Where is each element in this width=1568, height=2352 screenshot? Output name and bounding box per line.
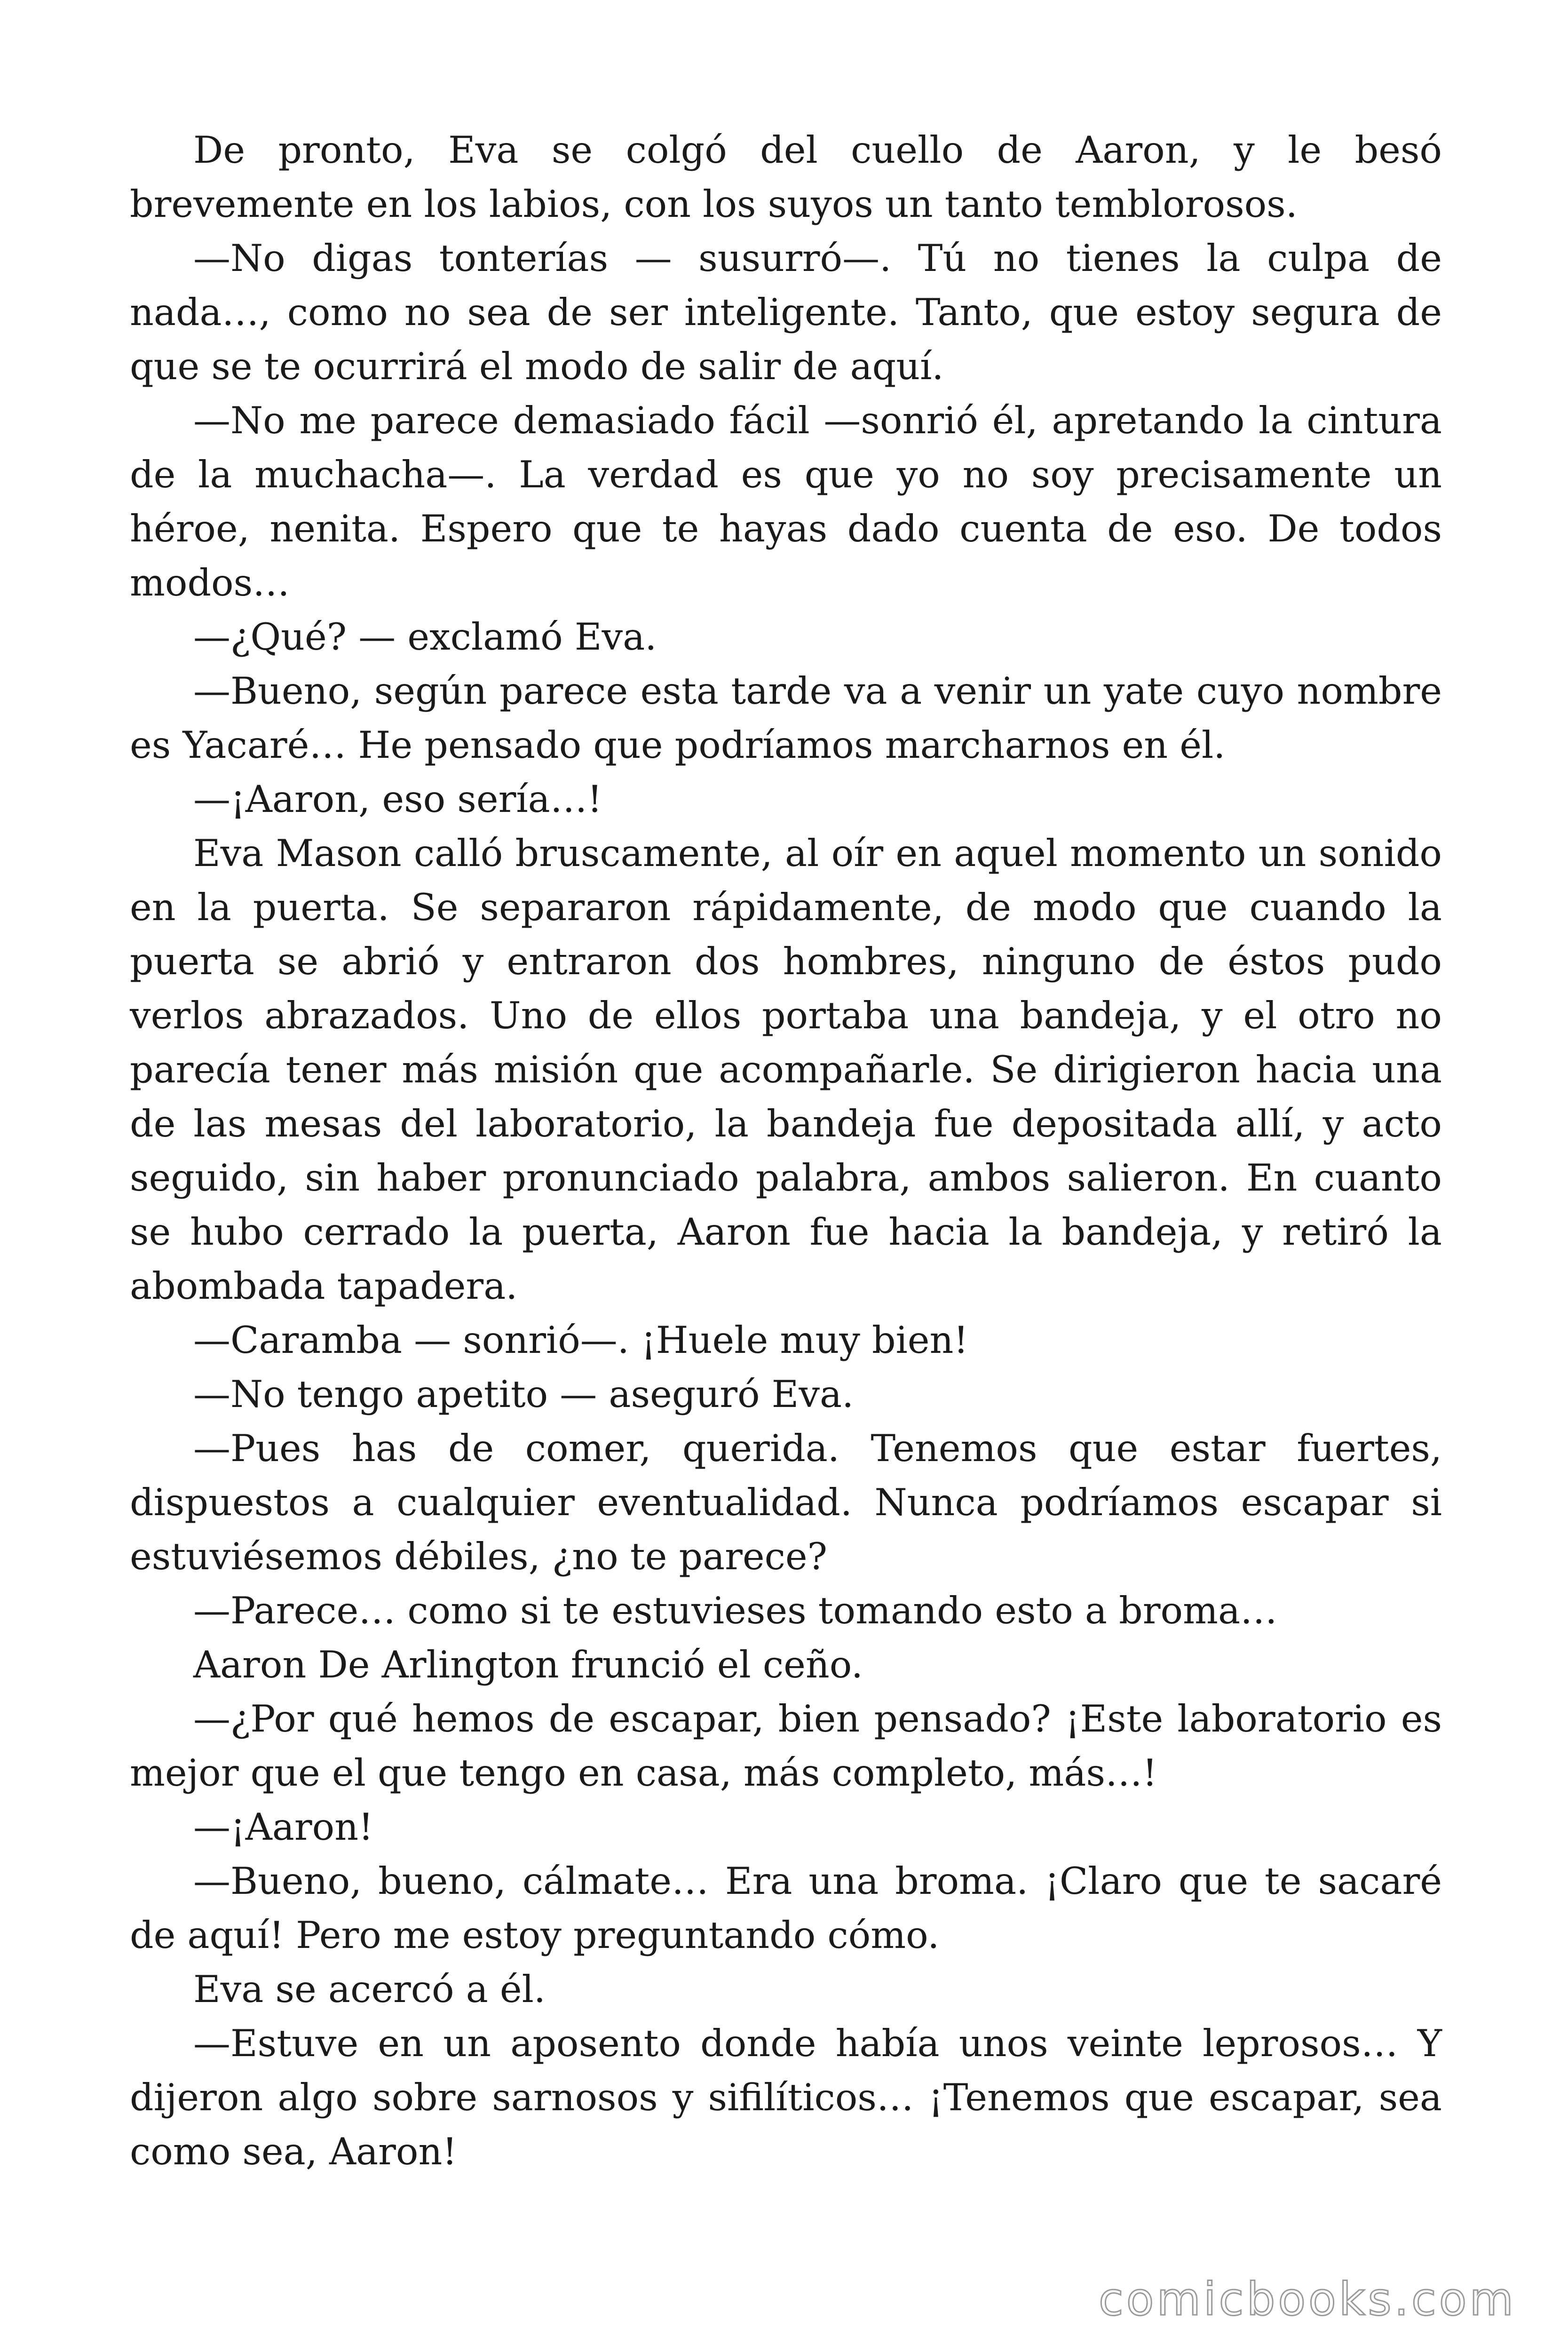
paragraph: —Bueno, según parece esta tarde va a venir un yate cuyo nombre es Yacaré… He pensado que podríamos marcharnos en él. xyxy=(130,669,1442,767)
page-body xyxy=(130,123,1442,2179)
paragraph: —No me parece demasiado fácil —sonrió él, apretando la cintura de la muchacha—. La verdad es que yo no soy precisamente un héroe, nenita. Espero que te hayas dado cuenta de eso. De todos modos… xyxy=(130,399,1442,604)
paragraph: —¿Qué? — exclamó Eva. xyxy=(193,615,657,659)
paragraph: —Parece… como si te estuvieses tomando esto a broma… xyxy=(193,1589,1278,1632)
paragraph: —¿Por qué hemos de escapar, bien pensado? ¡Este laboratorio es mejor que el que tengo en casa, más completo, más…! xyxy=(130,1697,1442,1795)
paragraph: Eva se acercó a él. xyxy=(193,1968,546,2011)
paragraph: Aaron De Arlington frunció el ceño. xyxy=(193,1643,863,1686)
paragraph: —No digas tonterías — susurró—. Tú no tienes la culpa de nada…, como no sea de ser inteligente. Tanto, que estoy segura de que se te ocurrirá el modo de salir de aquí. xyxy=(130,237,1442,388)
paragraph: —Bueno, bueno, cálmate… Era una broma. ¡Claro que te sacaré de aquí! Pero me estoy preguntando cómo. xyxy=(130,1859,1442,1957)
paragraph: —Estuve en un aposento donde había unos veinte leprosos… Y dijeron algo sobre sarnosos y sifilíticos… ¡Tenemos que escapar, sea como sea, Aaron! xyxy=(130,2022,1442,2173)
watermark-logo: comicbooks.com xyxy=(1098,2273,1516,2326)
paragraph: De pronto, Eva se colgó del cuello de Aaron, y le besó brevemente en los labios, con los suyos un tanto temblorosos. xyxy=(130,128,1442,226)
paragraph: —Caramba — sonrió—. ¡Huele muy bien! xyxy=(193,1319,969,1362)
paragraph: —¡Aaron! xyxy=(193,1805,373,1849)
paragraph: —No tengo apetito — aseguró Eva. xyxy=(193,1373,854,1416)
paragraph: Eva Mason calló bruscamente, al oír en aquel momento un sonido en la puerta. Se separaron rápidamente, de modo que cuando la puerta se abrió y entraron dos hombres, ninguno de éstos pudo verlos abrazados. Uno de ellos portaba una bandeja, y el otro no parecía tener más misión que acompañarle. Se dirigieron hacia una de las mesas del laboratorio, la bandeja fue depositada allí, y acto seguido, sin haber pronunciado palabra, ambos salieron. En cuanto se hubo cerrado la puerta, Aaron fue hacia la bandeja, y retiró la abombada tapadera. xyxy=(130,832,1442,1308)
paragraph: —Pues has de comer, querida. Tenemos que estar fuertes, dispuestos a cualquier eventualidad. Nunca podríamos escapar si estuviésemos débiles, ¿no te parece? xyxy=(130,1427,1442,1578)
paragraph: —¡Aaron, eso sería…! xyxy=(193,778,602,821)
